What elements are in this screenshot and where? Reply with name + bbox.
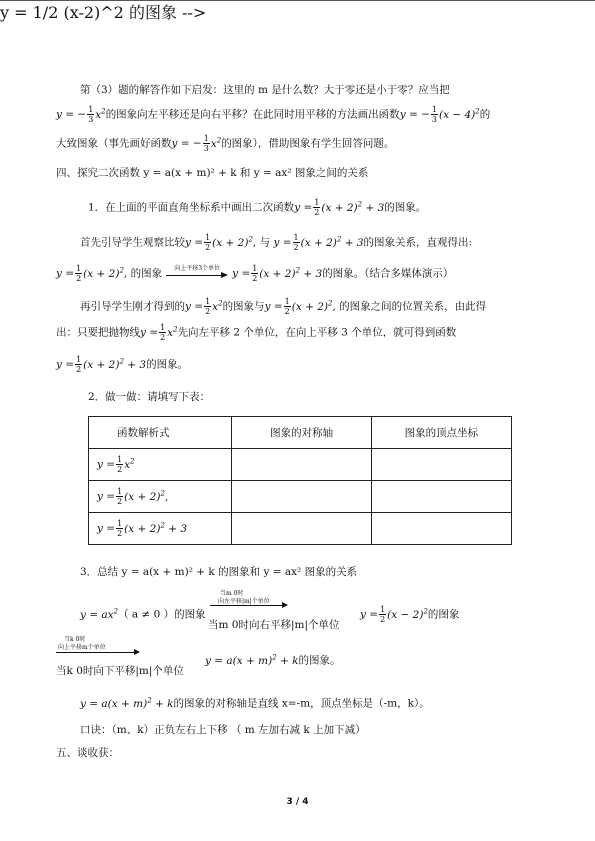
math-ax2: $y = ax^2$ [80, 607, 119, 621]
math-xp2p3-10: $(x + 2)^2 + 3$ [83, 357, 147, 371]
table-cell-vertex[interactable] [371, 481, 511, 513]
right-arrow-icon [166, 264, 228, 281]
paragraph-line-5 [88, 197, 578, 217]
text-l8a: 再引导学生刚才得到的 [80, 300, 185, 313]
table-cell-vertex[interactable] [371, 513, 511, 545]
text-l13c: 的图象 [427, 608, 460, 621]
fraction-half-10: $\frac{1}{2}$ [76, 355, 82, 374]
math-xp2-8b: $(x + 2)^2$ [291, 299, 333, 313]
math-y-6b: y = [270, 236, 292, 249]
paragraph-line-3 [56, 133, 546, 153]
math-xp2p3-6b: $(x + 2)^2 + 3$ [300, 235, 364, 249]
table-row [89, 481, 512, 513]
text-l3a: 大致图象（事先画好函数 [56, 137, 172, 150]
text-l2a: 的图象向左平移还是向右平移？在此同时用平移的方法画出函数 [105, 108, 400, 121]
text-l16: 当k 0时向下平移|m|个单位 [56, 665, 184, 677]
table-cell-formula: y = $\frac{1}{2}$ $(x + 2)^2$, [89, 481, 232, 513]
paragraph-line-2 [56, 104, 546, 124]
top-rule [0, 0, 595, 1]
arrow-label-m-positive: 当m 0时 [220, 590, 244, 597]
text-l14: 当m 0时向右平移|m|个单位 [208, 619, 340, 631]
table-cell-formula: y = $\frac{1}{2}$ $x^2$ [89, 449, 232, 481]
math-y-6a: y = [185, 236, 204, 249]
math-y-7b: y = [232, 267, 251, 280]
paragraph-line-9 [56, 322, 546, 342]
math-x2-b: $x^2$ [210, 136, 222, 150]
math-x2-9: $x^2$ [167, 325, 178, 339]
math-y-neg-3: y = − [171, 137, 202, 150]
table-row [89, 449, 512, 481]
table-header-row [89, 417, 512, 449]
paragraph-line-17 [80, 693, 570, 711]
paragraph-line-1 [80, 83, 570, 97]
text-l6b: , 与 [252, 236, 271, 249]
math-x-minus-4: $(x - 4)^2$ [438, 107, 480, 121]
text-l10b: 的图象。 [146, 358, 189, 371]
paragraph-line-11 [88, 390, 578, 404]
table-cell-vertex[interactable] [371, 449, 511, 481]
table-header-cell: 函数解析式 [89, 417, 232, 449]
text-l4: 四、探究二次函数 y = a(x + m)² + k 和 y = ax² 图象之间的关系 [56, 167, 369, 179]
table-row [89, 513, 512, 545]
table-cell-axis[interactable] [232, 513, 371, 545]
table-cell-formula: y = $\frac{1}{2}$ $(x + 2)^2 + 3$ [89, 513, 232, 545]
paragraph-line-8 [80, 296, 570, 316]
arrow-head-icon [282, 602, 288, 608]
arrow-label-up-m: 向上平移m个单位 [58, 644, 106, 651]
paragraph-line-6 [80, 232, 570, 252]
arrow-label-k-positive: 当k 0时 [64, 636, 86, 643]
fraction-half-6a: $\frac{1}{2}$ [205, 233, 211, 252]
math-xp2-6a: $(x + 2)^2$ [212, 235, 253, 249]
text-l3b: 的图象），借助图象有学生回答问题。 [221, 137, 395, 150]
fraction-half-7b: $\frac{1}{2}$ [252, 264, 258, 283]
math-x2-8a: $x^2$ [212, 299, 223, 313]
math-y: y = [294, 201, 313, 214]
arrow-label-up3: 向上平移3个单位 [174, 264, 221, 272]
text-l7b: 的图象。（结合多媒体演示） [322, 267, 454, 280]
text-l13a: （ a ≠ 0 ）的图象 [118, 608, 206, 621]
fill-in-table [88, 416, 512, 545]
math-general-15: $y = a(x + m)^2 + k$ [205, 653, 299, 667]
math-y-10: y = [56, 358, 75, 371]
table-header-cell: 图象的顶点坐标 [371, 417, 511, 449]
math-y-9: y = [140, 326, 159, 339]
text-l8b: 的图象与 [222, 300, 265, 313]
section-heading-4 [56, 166, 546, 180]
text-l2b: 的 [479, 108, 491, 121]
text-l9b: 先向左平移 2 个单位，在向上平移 3 个单位，就可得到函数 [177, 326, 457, 339]
paragraph-line-7 [56, 263, 546, 283]
math-general-17: $y = a(x + m)^2 + k$ [80, 696, 174, 710]
fraction-half-13: $\frac{1}{2}$ [380, 605, 386, 624]
math-xp2-7a: $(x + 2)^2$ [83, 266, 124, 280]
fraction-half: $\frac{1}{2}$ [314, 198, 320, 217]
arrow-label-left-m: 向左平移|m|个单位 [218, 598, 270, 605]
arrow-head-icon [134, 649, 140, 655]
fraction-half-8a: $\frac{1}{2}$ [205, 297, 211, 316]
math-y-7a: y = [56, 267, 75, 280]
page-number: 3 / 4 [286, 797, 309, 807]
fraction-half-9: $\frac{1}{2}$ [160, 323, 166, 342]
math-y-8a: y = [185, 300, 204, 313]
table-header-cell: 图象的对称轴 [232, 417, 371, 449]
math-y-neg-2: y = − [399, 108, 430, 121]
math-x2: $x^2$ [95, 107, 106, 121]
fraction-half-6b: $\frac{1}{2}$ [293, 233, 299, 252]
paragraph-line-14 [208, 618, 408, 632]
text-l5a: 1．在上面的平面直角坐标系中画出二次函数 [88, 201, 295, 214]
text-l18: 口诀：（m、k）正负左右上下移 （ m 左加右减 k 上加下减） [80, 724, 366, 736]
section-heading-5 [56, 746, 546, 760]
math-y-8b: y = [264, 300, 283, 313]
right-arrow-icon [56, 652, 136, 653]
text-l7a: , 的图象 [123, 267, 163, 280]
fraction-half-7a: $\frac{1}{2}$ [76, 264, 82, 283]
math-y-neg: y = − [56, 108, 87, 121]
text-l17b: 的图象的对称轴是直线 x=-m，顶点坐标是（-m，k）。 [173, 697, 430, 710]
text-l6c: 的图象关系，直观得出: [363, 236, 473, 249]
paragraph-line-16 [56, 664, 546, 678]
fraction-half-8b: $\frac{1}{2}$ [284, 297, 290, 316]
text-l5b: 的图象。 [384, 201, 427, 214]
text-l12: 3．总结 y = a(x + m)² + k 的图象和 y = ax² 图象的关系 [80, 566, 358, 578]
fraction-third-2: $\frac{1}{3}$ [431, 105, 437, 124]
paragraph-line-12 [80, 565, 570, 579]
right-arrow-icon [210, 605, 284, 606]
fraction-third: $\frac{1}{3}$ [88, 105, 94, 124]
math-y-13: y = [360, 608, 379, 621]
math-xm2-13: $(x - 2)^2$ [387, 607, 428, 621]
fraction-third-3: $\frac{1}{3}$ [203, 134, 209, 153]
text-l1: 第（3）题的解答作如下启发：这里的 m 是什么数？大于零还是小于零？应当把 [80, 84, 450, 96]
text-l15b: 的图象。 [298, 654, 341, 667]
paragraph-line-18 [80, 723, 570, 737]
paragraph-line-10 [56, 354, 546, 374]
math-xp2-p3: $(x + 2)^2 + 3$ [321, 200, 385, 214]
table-cell-axis[interactable] [232, 449, 371, 481]
text-l9a: 出：只要把抛物线 [56, 326, 140, 339]
text-l6a: 首先引导学生观察比较 [80, 236, 185, 249]
text-l19: 五、谈收获： [56, 747, 119, 759]
math-xp2p3-7b: $(x + 2)^2 + 3$ [259, 266, 323, 280]
table-cell-axis[interactable] [232, 481, 371, 513]
text-l11: 2．做一做：请填写下表： [88, 391, 211, 403]
text-l8c: , 的图象之间的位置关系，由此得 [332, 300, 487, 313]
